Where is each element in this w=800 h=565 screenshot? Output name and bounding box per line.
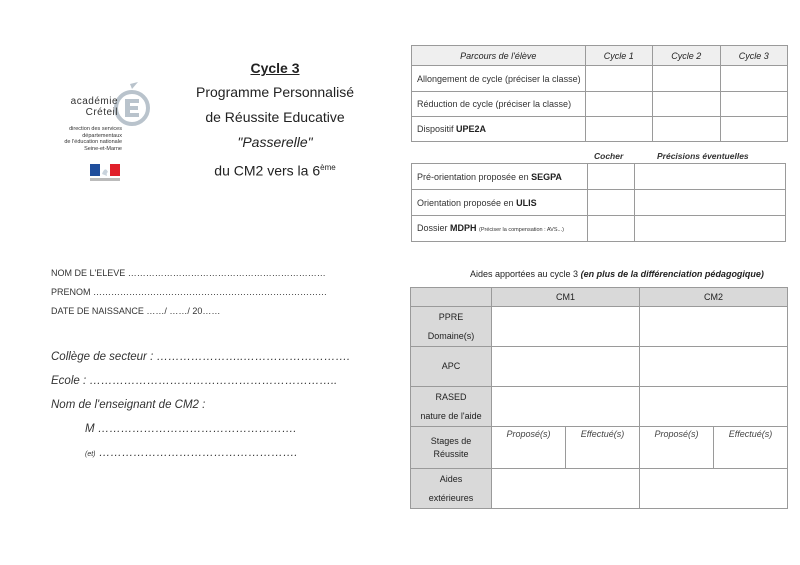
table-row [412,164,786,190]
row-label [412,190,588,216]
aides-title-plain: Aides apportées au cycle 3 [470,269,581,279]
academie-line2: Créteil [85,107,118,118]
precisions-cell[interactable] [635,164,786,190]
student-info [51,266,327,323]
cycle3-cell[interactable] [720,66,787,92]
cocher-checkbox-cell[interactable] [588,190,635,216]
label-line1: RASED [435,391,467,402]
academie-line1: académie [70,96,118,107]
cm2-cell[interactable] [640,347,788,387]
cm2-cell[interactable] [640,387,788,427]
header-empty [411,288,492,307]
table-row [411,427,788,469]
cycle1-cell[interactable] [585,66,652,92]
cycle2-cell[interactable] [653,66,720,92]
table-row [411,469,788,509]
flag-caption [90,178,120,181]
cycle1-cell[interactable] [585,92,652,117]
row-label-ppre [411,307,492,347]
header-cycle3: Cycle 3 [720,46,787,66]
row-label-text: Pré-orientation proposée en [417,171,532,182]
title-line2: de Réussite Educative [205,109,345,125]
row-label-aides-exterieures [411,469,492,509]
label-line1: Stages de Réussite [430,435,472,459]
table-header-row [411,288,788,307]
table-row [411,387,788,427]
aides-title [470,269,764,279]
ecole-field[interactable]: Ecole : ……………………………………………………….. [51,375,338,387]
title-line3: "Passerelle" [237,134,313,150]
title-line4 [185,155,365,180]
et-dots: ……………………………………………. [95,447,298,459]
precisions-cell[interactable] [635,216,786,242]
table-row [412,190,786,216]
row-label-text: Orientation proposée en [417,197,517,208]
et-label: (et) [85,451,96,458]
cycle1-cell[interactable] [585,117,652,142]
orientation-table [411,163,786,242]
row-label [412,216,588,242]
row-label [412,117,586,142]
label-line1: APC [441,361,461,371]
row-label [412,164,588,190]
label-line2: nature de l'aide [420,410,482,421]
e-accent-logo-icon [114,82,150,126]
prenom-field[interactable]: PRENOM …………………………………………………………………… [51,287,328,297]
title-line1: Programme Personnalisé [196,84,354,100]
row-label: Allongement de cycle (préciser la classe) [412,66,586,92]
label-line1: PPRE [438,311,464,322]
enseignant-m-field[interactable]: M ……………………………………………. [85,423,297,435]
row-label: Réduction de cycle (préciser la classe) [412,92,586,117]
cocher-checkbox-cell[interactable] [588,216,635,242]
cm1-cell[interactable] [492,387,640,427]
cocher-checkbox-cell[interactable] [588,164,635,190]
table-row [411,347,788,387]
label-line2: extérieures [428,492,474,503]
cm2-cell[interactable] [640,469,788,509]
row-label-stages [411,427,492,469]
academie-creteil-logo [52,78,162,188]
college-field[interactable]: Collège de secteur : …………………..………………………. [51,351,351,363]
cm2-propose-cell[interactable]: Proposé(s) [640,427,714,469]
cm1-cell[interactable] [492,347,640,387]
table-row [411,307,788,347]
label-line1: Aides [439,473,463,484]
table-row [412,92,788,117]
parcours-table [411,45,788,142]
header-precisions: Précisions éventuelles [657,151,749,161]
table-row [412,117,788,142]
row-label-bold: ULIS [516,197,537,208]
enseignant-et-field[interactable] [51,445,350,469]
direction-line: Seine-et-Marne [84,145,122,152]
row-label-rased [411,387,492,427]
header-cm1: CM1 [492,288,640,307]
header-cycle1: Cycle 1 [585,46,652,66]
direction-line: direction des services [69,126,122,132]
row-label-text: Dossier [417,222,451,233]
header-cycle2: Cycle 2 [653,46,720,66]
direction-line: de l'éducation nationale [64,139,122,145]
header-parcours: Parcours de l'élève [412,46,586,66]
row-label-bold: SEGPA [531,171,562,182]
header-cm2: CM2 [640,288,788,307]
cm2-effectue-cell[interactable]: Effectué(s) [714,427,788,469]
cm1-propose-cell[interactable]: Proposé(s) [492,427,566,469]
direction-text [52,126,122,152]
cm1-cell[interactable] [492,307,640,347]
label-line2: Domaine(s) [427,330,475,341]
cm1-effectue-cell[interactable]: Effectué(s) [566,427,640,469]
title-line4-text: du CM2 vers la 6 [214,162,321,179]
school-info [51,349,350,469]
title-line4-sup: ème [320,163,336,172]
direction-line: départementaux [82,132,122,139]
row-note: (Préciser la compensation : AVS...) [479,226,564,233]
document-title [185,56,365,180]
cycle-heading: Cycle 3 [250,60,300,76]
row-label-bold: MDPH [450,222,477,233]
academie-name [71,96,118,118]
aides-title-italic: (en plus de la différenciation pédagogique) [580,269,764,279]
date-naissance-field[interactable]: DATE DE NAISSANCE ……/ ……/ 20…… [51,306,221,316]
row-label-bold: UPE2A [456,124,487,134]
aides-table [410,287,788,509]
table-row [412,66,788,92]
republique-francaise-flag-icon [90,164,120,176]
cycle2-cell[interactable] [653,117,720,142]
precisions-cell[interactable] [635,190,786,216]
cycle3-cell[interactable] [720,92,787,117]
nom-field[interactable]: NOM DE L'ELEVE ………………………………………………………… [51,268,326,278]
header-cocher: Cocher [594,151,624,161]
cycle2-cell[interactable] [653,92,720,117]
table-row [412,216,786,242]
cm2-cell[interactable] [640,307,788,347]
enseignant-label: Nom de l'enseignant de CM2 : [51,399,206,411]
cycle3-cell[interactable] [720,117,787,142]
row-label-apc [411,347,492,387]
table-header-row [412,46,788,66]
cm1-cell[interactable] [492,469,640,509]
row-label-text: Dispositif [417,124,457,134]
